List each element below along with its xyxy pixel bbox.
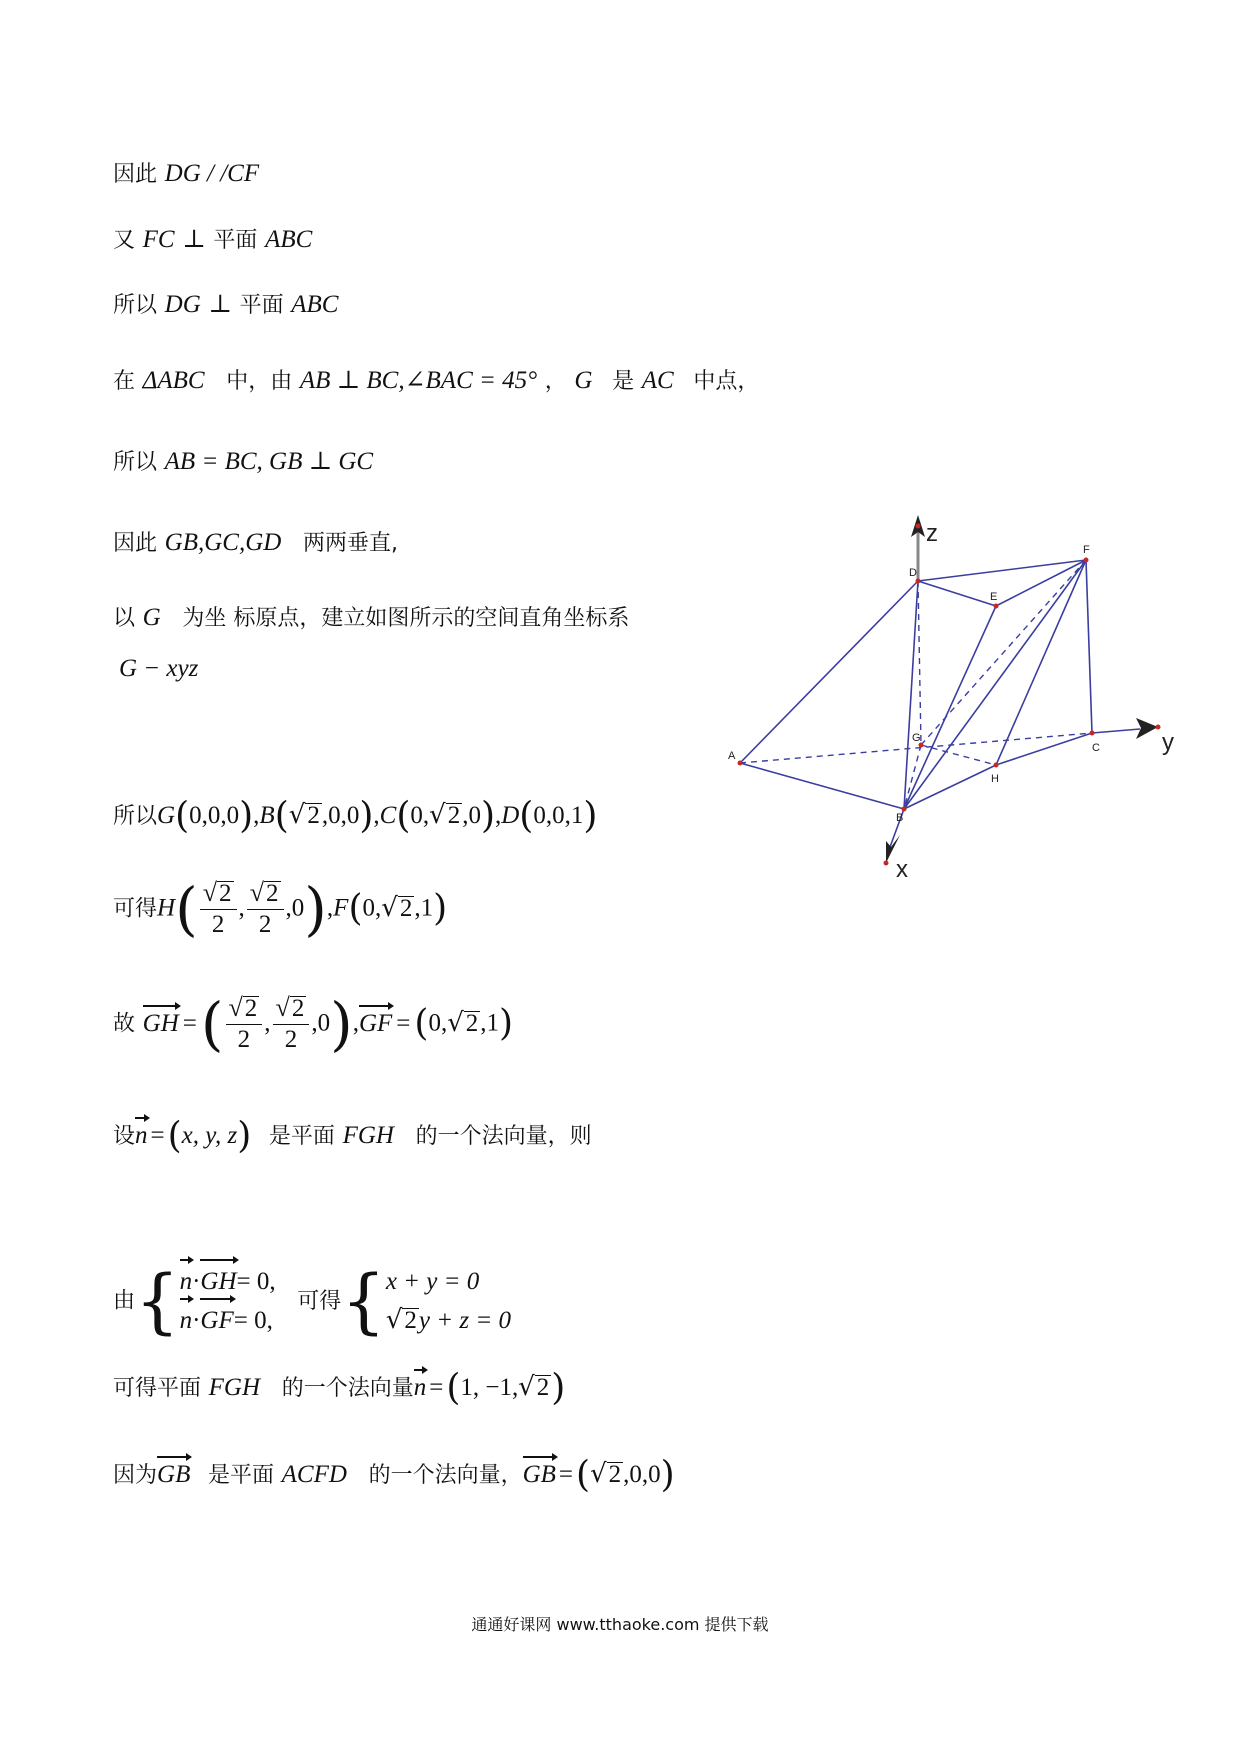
line-normal-vector-result: 可得平面 FGH 的一个法向量 n =(1, −1,√2) (113, 1367, 566, 1409)
math-expr: 0,0,1 (533, 802, 584, 829)
math-expr: ,0 (462, 802, 481, 829)
line-point-coordinates: 所以G(0,0,0),B(√2,0,0),C(0,√2,0),D(0,0,1) (113, 795, 598, 837)
vector-gb: GB (157, 1460, 190, 1490)
math-expr: = (558, 1461, 574, 1488)
point-h (994, 763, 999, 768)
label-y: y (1162, 729, 1174, 756)
math-expr: ,0 (311, 1009, 331, 1037)
math-expr: AC (641, 367, 674, 394)
math-expr: C (379, 802, 397, 829)
point-x-end (884, 861, 889, 866)
fraction: $\frac{√2}{2}$ (200, 880, 237, 938)
math-expr: ΔABC (142, 367, 205, 394)
y-axis (1092, 729, 1140, 733)
perp-symbol: ⊥ (182, 226, 206, 253)
math-expr: = (396, 1009, 411, 1037)
line-mutually-perpendicular (113, 527, 398, 559)
point-y-end (1156, 725, 1161, 730)
math-expr: G − xyz (119, 655, 199, 682)
text-cn: 所以 (113, 450, 158, 475)
fraction: $\frac{√2}{2}$ (273, 995, 310, 1053)
text-cn: 设 (113, 1124, 136, 1149)
math-expr: ,0 (285, 894, 305, 922)
math-expr: G (157, 802, 176, 829)
line-dg-perp-abc (113, 289, 338, 321)
math-expr: = (182, 1009, 197, 1037)
edge-eb (904, 606, 996, 809)
text-cn: 故 (113, 1011, 136, 1037)
vector-gb: GB (523, 1460, 556, 1490)
perp-symbol: ⊥ (208, 291, 232, 318)
text-cn: 因此 (113, 531, 158, 556)
sqrt-expr: √2 (518, 1372, 550, 1402)
math-expr: ABC (265, 226, 313, 253)
sqrt-expr: √2 (381, 892, 413, 923)
math-expr: x, y, z (181, 1122, 238, 1149)
text-cn: 所以 (113, 293, 158, 318)
text-cn: 中点， (693, 369, 760, 394)
math-expr: G (142, 604, 161, 631)
label-h: H (991, 773, 999, 785)
point-e (994, 604, 999, 609)
point-b (902, 807, 907, 812)
text-cn: 在 (113, 369, 136, 394)
line-h-f-coordinates: 可得H( $\frac{√2}{2}$ , $\frac{√2}{2}$ ,0),F(0,√2,1) (113, 875, 448, 943)
geometry-figure (700, 515, 1200, 885)
edge-db (904, 581, 918, 809)
vector-gh: GH (143, 1009, 179, 1039)
text-cn: 是平面 (207, 1463, 274, 1488)
page-footer: 通通好课网 www.tthaoke.com 提供下载 (471, 1615, 769, 1634)
math-expr: 0, (428, 1009, 448, 1037)
system-right: x + y = 0 √2y + z = 0 (385, 1268, 511, 1335)
point-f (1084, 558, 1089, 563)
text-cn: 两两垂直, (302, 531, 398, 556)
sqrt-expr: √2 (447, 1007, 479, 1038)
math-expr: FGH (208, 1374, 261, 1401)
text-cn: 的一个法向量，则 (415, 1124, 592, 1149)
text-cn: 因此 (113, 162, 158, 187)
math-expr: FC (142, 226, 175, 253)
edge-df (918, 560, 1086, 581)
math-expr: AB = BC, GB ⊥ GC (164, 448, 374, 475)
math-expr: 0, (410, 802, 430, 829)
text-cn: 由 (113, 1288, 136, 1314)
math-expr: G (574, 367, 593, 394)
edge-gh-dashed (921, 745, 996, 765)
label-g: G (912, 732, 921, 744)
math-expr: H (157, 894, 176, 922)
math-expr: ABC (291, 291, 339, 318)
edge-ef (996, 560, 1086, 606)
math-expr: 1, −1, (460, 1374, 519, 1401)
math-expr: DG (164, 291, 201, 318)
edge-ab (740, 763, 904, 809)
text-cn: 又 (113, 228, 136, 253)
label-x: x (896, 856, 908, 883)
line-equation-system: 由{ n· GH= 0, n· GF= 0, 可得{ x + y = 0 √2y + z = 0 (113, 1260, 511, 1342)
text-cn: ， (544, 369, 567, 394)
label-b: B (896, 812, 904, 824)
edge-fc (1086, 560, 1092, 733)
vector-n: n (414, 1373, 427, 1403)
text-cn: 的一个法向量 (281, 1376, 414, 1401)
edge-da (740, 581, 918, 763)
math-expr: GB,GC,GD (164, 529, 282, 556)
line-triangle-abc (113, 365, 759, 397)
math-expr: D (501, 802, 520, 829)
text-cn: 平面 (239, 293, 284, 318)
fraction: $\frac{√2}{2}$ (226, 995, 263, 1053)
system-left: n· GH= 0, n· GF= 0, (180, 1262, 276, 1340)
line-normal-vector-def: 设 n =(x, y, z) 是平面 FGH 的一个法向量，则 (113, 1115, 592, 1157)
label-f: F (1083, 544, 1090, 556)
line-fc-perp-abc (113, 224, 312, 256)
line-g-xyz (119, 653, 198, 684)
math-expr: ,1 (480, 1009, 500, 1037)
math-expr: ,1 (414, 894, 434, 922)
line-vectors-gh-gf: 故 GH =( $\frac{√2}{2}$ , $\frac{√2}{2}$ ,0), GF = (0,√2,1) (113, 990, 514, 1058)
edge-hc (996, 733, 1092, 765)
text-cn: 可得平面 (113, 1376, 202, 1401)
text-cn: 是 (612, 369, 635, 394)
sqrt-expr: √2 (288, 800, 320, 830)
math-expr: F (333, 894, 349, 922)
vector-gf: GF (359, 1009, 392, 1039)
math-expr: ,0,0 (623, 1461, 661, 1488)
label-c: C (1092, 742, 1100, 754)
edge-bh (904, 765, 996, 809)
label-d: D (909, 567, 917, 579)
text-cn: 平面 (213, 228, 258, 253)
math-expr: 0, (362, 894, 382, 922)
label-z: z (926, 520, 938, 547)
text-cn: 为坐 标原点，建立如图所示的空间直角坐标系 (182, 606, 630, 631)
math-expr: ACFD (281, 1461, 347, 1488)
text-cn: 可得 (113, 896, 158, 922)
text-cn: 所以 (113, 804, 158, 829)
text-cn: 是平面 (268, 1124, 335, 1149)
math-expr: = (429, 1374, 444, 1401)
text-cn: 中，由 (226, 369, 293, 394)
label-a: A (728, 750, 736, 762)
edge-gf-dashed (921, 560, 1086, 745)
edge-de (918, 581, 996, 606)
text-cn: 的一个法向量， (368, 1463, 523, 1488)
label-e: E (990, 591, 998, 603)
point-z-end (916, 524, 921, 529)
math-expr: 0,0,0 (189, 802, 240, 829)
point-c (1090, 731, 1095, 736)
sqrt-expr: √2 (590, 1459, 622, 1489)
text-cn: 以 (113, 606, 136, 631)
sqrt-expr: √2 (429, 800, 461, 830)
fraction: $\frac{√2}{2}$ (247, 880, 284, 938)
line-gb-normal: 因为 GB 是平面 ACFD 的一个法向量， GB =(√2,0,0) (113, 1454, 675, 1496)
vector-n: n (135, 1121, 148, 1151)
text-cn: 可得 (297, 1288, 342, 1314)
math-expr: AB ⊥ BC,∠BAC = 45° (299, 367, 538, 394)
math-expr: B (259, 802, 275, 829)
line-ab-eq-bc (113, 446, 373, 478)
point-d (916, 579, 921, 584)
line-coordinate-system (113, 602, 629, 634)
math-expr: ,0,0 (321, 802, 360, 829)
line-dg-parallel-cf (113, 158, 259, 190)
math-expr: FGH (342, 1122, 394, 1149)
text-cn: 因为 (113, 1463, 158, 1488)
edge-dg-dashed (918, 581, 921, 745)
math-expr: = (150, 1122, 165, 1149)
point-a (738, 761, 743, 766)
math-expr: DG / /CF (164, 160, 260, 187)
